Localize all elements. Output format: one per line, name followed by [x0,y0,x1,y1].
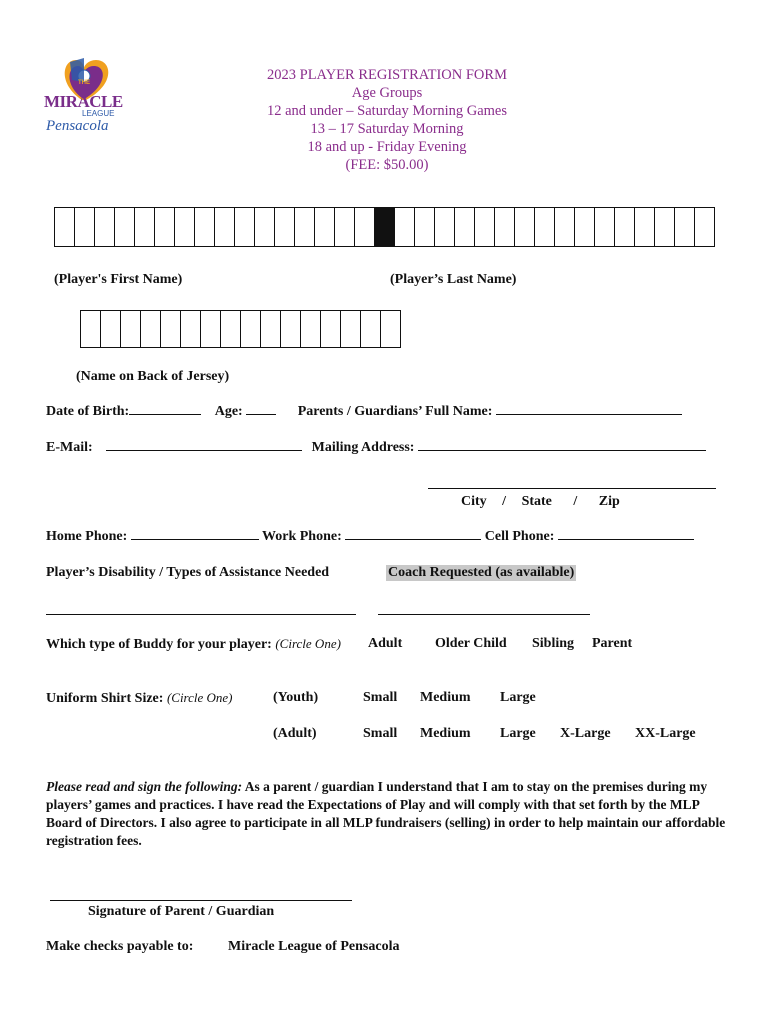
player-name-boxes[interactable] [54,207,715,247]
payment-label: Make checks payable to: [46,939,194,954]
adult-label: (Adult) [273,726,317,741]
age-label: Age: [214,404,243,419]
logo-miracle: MIRACLE [44,92,123,111]
work-phone-label: Work Phone: [262,529,342,544]
letter-box[interactable] [80,310,101,348]
youth-large[interactable]: Large [500,690,536,705]
signature-label: Signature of Parent / Guardian [88,904,275,919]
letter-box[interactable] [54,207,75,247]
email-field[interactable] [106,450,302,451]
disability-label: Player’s Disability / Types of Assistance Needed [46,565,330,580]
logo-the: THE [78,80,90,86]
disability-field[interactable] [46,614,356,615]
payment-payee: Miracle League of Pensacola [228,939,400,954]
youth-label: (Youth) [273,690,319,705]
letter-box[interactable] [134,207,155,247]
home-phone-field[interactable] [131,539,259,540]
letter-box[interactable] [114,207,135,247]
letter-box[interactable] [394,207,415,247]
coach-field[interactable] [378,614,590,615]
first-name-label: (Player's First Name) [54,272,183,287]
home-phone-label: Home Phone: [46,529,128,544]
zip-label: Zip [598,494,620,509]
letter-box[interactable] [254,207,275,247]
letter-box[interactable] [74,207,95,247]
agreement-text: As a parent / guardian I understand that I am to stay on the premises during my players’ games and practices. I have read the Expectations of Play and will comply with that set forth by the MLP Board of Directors. I also agree to participate in all MLP fundraisers (selling) in order to help maintain our affordable registration fees. [46,779,726,848]
letter-box[interactable] [554,207,575,247]
letter-box[interactable] [140,310,161,348]
letter-box[interactable] [360,310,381,348]
mailing-field-2[interactable] [428,488,716,489]
adult-xx-large[interactable]: XX-Large [635,726,696,741]
parents-field[interactable] [496,414,682,415]
dob-label: Date of Birth: [46,404,130,419]
email-row [46,440,706,456]
letter-box[interactable] [434,207,455,247]
letter-box[interactable] [514,207,535,247]
dob-row [46,404,682,420]
mailing-field[interactable] [418,450,706,451]
shirt-circle-hint: (Circle One) [166,690,233,705]
cell-phone-label: Cell Phone: [484,529,555,544]
jersey-label: (Name on Back of Jersey) [76,369,230,384]
email-label: E-Mail: [46,440,93,455]
last-name-label: (Player’s Last Name) [390,272,517,287]
letter-box[interactable] [374,207,395,247]
buddy-row [46,636,341,653]
jersey-name-boxes[interactable] [80,310,401,348]
letter-box[interactable] [474,207,495,247]
letter-box[interactable] [494,207,515,247]
work-phone-field[interactable] [345,539,481,540]
youth-medium[interactable]: Medium [420,690,471,705]
form-header [210,66,564,174]
state-label: State [521,494,552,509]
letter-box[interactable] [414,207,435,247]
dob-field[interactable] [129,414,201,415]
header-line-5: (FEE: $50.00) [345,157,429,173]
separator: / [573,494,578,509]
letter-box[interactable] [334,207,355,247]
adult-small[interactable]: Small [363,726,398,741]
agreement-lead: Please read and sign the following: [46,779,243,794]
letter-box[interactable] [94,207,115,247]
letter-box[interactable] [454,207,475,247]
letter-box[interactable] [534,207,555,247]
letter-box[interactable] [594,207,615,247]
letter-box[interactable] [200,310,221,348]
letter-box[interactable] [240,310,261,348]
letter-box[interactable] [100,310,121,348]
letter-box[interactable] [674,207,695,247]
header-line-3: 13 – 17 Saturday Morning [310,121,464,137]
city-state-zip [461,494,620,510]
letter-box[interactable] [180,310,201,348]
letter-box[interactable] [214,207,235,247]
letter-box[interactable] [234,207,255,247]
buddy-option-parent[interactable]: Parent [592,636,633,651]
separator: / [502,494,507,509]
letter-box[interactable] [294,207,315,247]
header-line-4: 18 and up - Friday Evening [307,139,467,155]
city-label: City [461,494,487,509]
adult-large[interactable]: Large [500,726,536,741]
mailing-label: Mailing Address: [311,440,415,455]
youth-small[interactable]: Small [363,690,398,705]
letter-box[interactable] [300,310,321,348]
letter-box[interactable] [220,310,241,348]
adult-medium[interactable]: Medium [420,726,471,741]
form-title: 2023 PLAYER REGISTRATION FORM [267,67,507,83]
letter-box[interactable] [694,207,715,247]
phone-row [46,529,694,545]
signature-field[interactable] [50,900,352,901]
header-line-1: Age Groups [351,85,423,101]
header-line-2: 12 and under – Saturday Morning Games [266,103,507,119]
letter-box[interactable] [314,207,335,247]
letter-box[interactable] [340,310,361,348]
letter-box[interactable] [574,207,595,247]
letter-box[interactable] [614,207,635,247]
age-field[interactable] [246,414,276,415]
miracle-league-logo [44,54,124,140]
logo-city: Pensacola [46,118,109,134]
cell-phone-field[interactable] [558,539,694,540]
letter-box[interactable] [160,310,181,348]
logo-league: LEAGUE [82,109,115,118]
buddy-option-older-child[interactable]: Older Child [435,636,507,651]
shirt-label: Uniform Shirt Size: [46,691,164,706]
letter-box[interactable] [260,310,281,348]
letter-box[interactable] [380,310,401,348]
adult-x-large[interactable]: X-Large [560,726,611,741]
letter-box[interactable] [320,310,341,348]
buddy-circle-hint: (Circle One) [275,636,341,651]
letter-box[interactable] [120,310,141,348]
parents-label: Parents / Guardians’ Full Name: [297,404,493,419]
buddy-label: Which type of Buddy for your player: [46,637,272,652]
letter-box[interactable] [174,207,195,247]
agreement-paragraph [46,778,736,850]
letter-box[interactable] [280,310,301,348]
letter-box[interactable] [654,207,675,247]
buddy-option-sibling[interactable]: Sibling [532,636,575,651]
letter-box[interactable] [354,207,375,247]
buddy-option-adult[interactable]: Adult [368,636,403,651]
letter-box[interactable] [634,207,655,247]
shirt-row [46,690,233,707]
letter-box[interactable] [194,207,215,247]
coach-requested-label: Coach Requested (as available) [388,565,575,580]
letter-box[interactable] [154,207,175,247]
letter-box[interactable] [274,207,295,247]
